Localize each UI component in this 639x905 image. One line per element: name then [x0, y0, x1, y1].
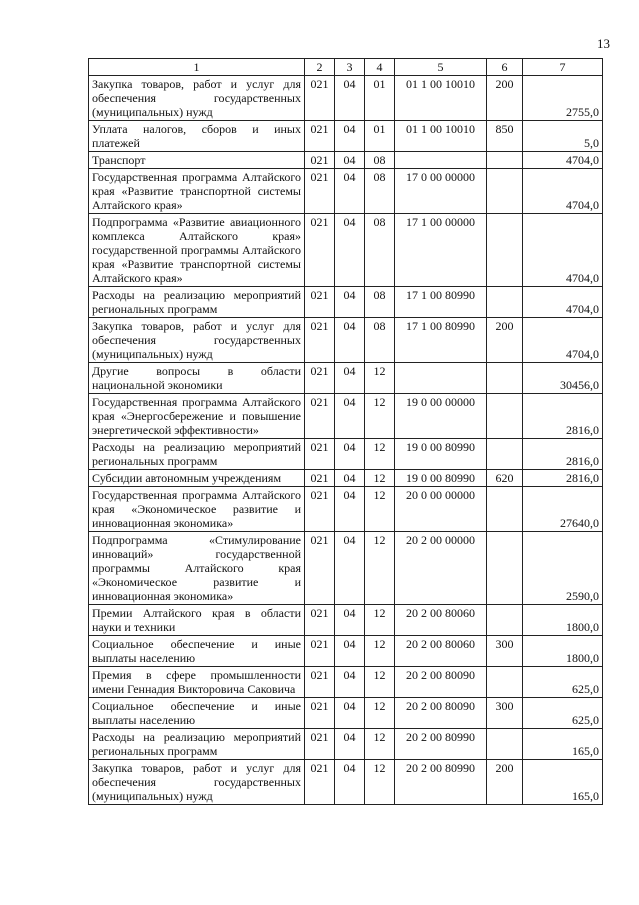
row-name: Премии Алтайского края в области науки и техники: [89, 605, 305, 636]
row-target-article: [395, 152, 487, 169]
row-name: Расходы на реализацию мероприятий региональных программ: [89, 287, 305, 318]
row-subsection-code: 12: [365, 729, 395, 760]
row-ministry-code: 021: [305, 76, 335, 121]
row-expense-type: 200: [487, 760, 523, 805]
table-row: [89, 470, 603, 487]
row-target-article: 20 2 00 80060: [395, 605, 487, 636]
row-target-article: 20 2 00 80090: [395, 698, 487, 729]
row-subsection-code: 08: [365, 214, 395, 287]
row-section-code: 04: [335, 363, 365, 394]
table-row: [89, 152, 603, 169]
row-amount: 4704,0: [523, 169, 603, 214]
row-target-article: 20 2 00 00000: [395, 532, 487, 605]
row-target-article: 20 2 00 80990: [395, 729, 487, 760]
row-target-article: 01 1 00 10010: [395, 76, 487, 121]
column-header-3: 3: [335, 59, 365, 76]
row-ministry-code: 021: [305, 152, 335, 169]
row-subsection-code: 12: [365, 532, 395, 605]
row-subsection-code: 12: [365, 487, 395, 532]
row-amount: 165,0: [523, 729, 603, 760]
row-ministry-code: 021: [305, 169, 335, 214]
row-ministry-code: 021: [305, 605, 335, 636]
row-expense-type: 850: [487, 121, 523, 152]
row-target-article: 20 0 00 00000: [395, 487, 487, 532]
row-section-code: 04: [335, 439, 365, 470]
row-amount: 625,0: [523, 698, 603, 729]
row-name: Социальное обеспечение и иные выплаты населению: [89, 636, 305, 667]
row-ministry-code: 021: [305, 470, 335, 487]
row-ministry-code: 021: [305, 487, 335, 532]
row-ministry-code: 021: [305, 121, 335, 152]
row-name: Государственная программа Алтайского края «Экономическое развитие и инновационная экономика»: [89, 487, 305, 532]
row-ministry-code: 021: [305, 532, 335, 605]
row-expense-type: 300: [487, 636, 523, 667]
budget-table: [88, 58, 603, 805]
row-amount: 4704,0: [523, 152, 603, 169]
row-name: Субсидии автономным учреждениям: [89, 470, 305, 487]
row-section-code: 04: [335, 729, 365, 760]
row-expense-type: [487, 487, 523, 532]
row-name: Государственная программа Алтайского края «Развитие транспортной системы Алтайского края»: [89, 169, 305, 214]
row-section-code: 04: [335, 169, 365, 214]
column-header-2: 2: [305, 59, 335, 76]
row-amount: 625,0: [523, 667, 603, 698]
row-amount: 30456,0: [523, 363, 603, 394]
row-expense-type: [487, 363, 523, 394]
table-row: [89, 729, 603, 760]
row-amount: 27640,0: [523, 487, 603, 532]
table-row: [89, 667, 603, 698]
row-section-code: 04: [335, 636, 365, 667]
row-amount: 2816,0: [523, 394, 603, 439]
row-expense-type: [487, 169, 523, 214]
row-expense-type: 620: [487, 470, 523, 487]
row-expense-type: [487, 532, 523, 605]
table-row: [89, 121, 603, 152]
row-name: Подпрограмма «Развитие авиационного комплекса Алтайского края» государственной программы Алтайского края «Развитие транспортной системы Алтайского края»: [89, 214, 305, 287]
table-row: [89, 532, 603, 605]
row-name: Расходы на реализацию мероприятий региональных программ: [89, 729, 305, 760]
row-target-article: 17 1 00 00000: [395, 214, 487, 287]
row-amount: 2755,0: [523, 76, 603, 121]
row-section-code: 04: [335, 487, 365, 532]
row-subsection-code: 08: [365, 287, 395, 318]
row-ministry-code: 021: [305, 318, 335, 363]
row-subsection-code: 12: [365, 394, 395, 439]
row-subsection-code: 12: [365, 636, 395, 667]
row-section-code: 04: [335, 121, 365, 152]
row-name: Социальное обеспечение и иные выплаты населению: [89, 698, 305, 729]
row-amount: 4704,0: [523, 287, 603, 318]
row-expense-type: 300: [487, 698, 523, 729]
column-header-4: 4: [365, 59, 395, 76]
column-header-1: 1: [89, 59, 305, 76]
row-section-code: 04: [335, 698, 365, 729]
table-row: [89, 636, 603, 667]
row-section-code: 04: [335, 152, 365, 169]
row-subsection-code: 12: [365, 760, 395, 805]
row-amount: 2816,0: [523, 439, 603, 470]
row-target-article: 19 0 00 80990: [395, 439, 487, 470]
row-subsection-code: 12: [365, 470, 395, 487]
table-row: [89, 214, 603, 287]
table-row: [89, 394, 603, 439]
table-header: [89, 59, 603, 76]
row-subsection-code: 08: [365, 318, 395, 363]
row-ministry-code: 021: [305, 214, 335, 287]
row-expense-type: [487, 439, 523, 470]
table-row: [89, 760, 603, 805]
header-row: [89, 59, 603, 76]
row-ministry-code: 021: [305, 439, 335, 470]
row-ministry-code: 021: [305, 363, 335, 394]
row-ministry-code: 021: [305, 698, 335, 729]
row-amount: 1800,0: [523, 605, 603, 636]
row-subsection-code: 12: [365, 667, 395, 698]
row-target-article: 17 0 00 00000: [395, 169, 487, 214]
row-section-code: 04: [335, 394, 365, 439]
row-amount: 5,0: [523, 121, 603, 152]
row-name: Уплата налогов, сборов и иных платежей: [89, 121, 305, 152]
row-subsection-code: 12: [365, 605, 395, 636]
row-target-article: 01 1 00 10010: [395, 121, 487, 152]
row-amount: 4704,0: [523, 318, 603, 363]
row-section-code: 04: [335, 667, 365, 698]
row-target-article: 20 2 00 80990: [395, 760, 487, 805]
row-amount: 2816,0: [523, 470, 603, 487]
row-target-article: [395, 363, 487, 394]
row-section-code: 04: [335, 287, 365, 318]
row-ministry-code: 021: [305, 636, 335, 667]
row-name: Закупка товаров, работ и услуг для обеспечения государственных (муниципальных) нужд: [89, 76, 305, 121]
row-expense-type: [487, 605, 523, 636]
row-ministry-code: 021: [305, 729, 335, 760]
row-section-code: 04: [335, 76, 365, 121]
row-section-code: 04: [335, 214, 365, 287]
table-row: [89, 698, 603, 729]
row-expense-type: 200: [487, 318, 523, 363]
row-name: Расходы на реализацию мероприятий региональных программ: [89, 439, 305, 470]
table-row: [89, 487, 603, 532]
row-subsection-code: 08: [365, 169, 395, 214]
row-section-code: 04: [335, 532, 365, 605]
row-subsection-code: 01: [365, 76, 395, 121]
row-section-code: 04: [335, 470, 365, 487]
row-expense-type: [487, 287, 523, 318]
row-expense-type: [487, 394, 523, 439]
row-section-code: 04: [335, 318, 365, 363]
row-subsection-code: 12: [365, 439, 395, 470]
row-target-article: 20 2 00 80060: [395, 636, 487, 667]
page-number: 13: [597, 36, 610, 51]
table-row: [89, 287, 603, 318]
row-expense-type: [487, 729, 523, 760]
table-row: [89, 439, 603, 470]
row-target-article: 17 1 00 80990: [395, 287, 487, 318]
table-row: [89, 169, 603, 214]
table-row: [89, 318, 603, 363]
row-subsection-code: 01: [365, 121, 395, 152]
row-amount: 2590,0: [523, 532, 603, 605]
row-amount: 165,0: [523, 760, 603, 805]
table-body: [89, 76, 603, 805]
row-amount: 4704,0: [523, 214, 603, 287]
table-row: [89, 76, 603, 121]
row-expense-type: 200: [487, 76, 523, 121]
row-ministry-code: 021: [305, 760, 335, 805]
row-expense-type: [487, 214, 523, 287]
row-amount: 1800,0: [523, 636, 603, 667]
column-header-5: 5: [395, 59, 487, 76]
row-ministry-code: 021: [305, 667, 335, 698]
row-name: Транспорт: [89, 152, 305, 169]
table-row: [89, 605, 603, 636]
row-name: Закупка товаров, работ и услуг для обеспечения государственных (муниципальных) нужд: [89, 318, 305, 363]
row-section-code: 04: [335, 760, 365, 805]
row-target-article: 19 0 00 80990: [395, 470, 487, 487]
row-name: Премия в сфере промышленности имени Геннадия Викторовича Саковича: [89, 667, 305, 698]
row-name: Государственная программа Алтайского края «Энергосбережение и повышение энергетической эффективности»: [89, 394, 305, 439]
row-name: Подпрограмма «Стимулирование инноваций» государственной программы Алтайского края «Экономическое развитие и инновационная экономика»: [89, 532, 305, 605]
table-row: [89, 363, 603, 394]
row-ministry-code: 021: [305, 394, 335, 439]
row-expense-type: [487, 152, 523, 169]
row-expense-type: [487, 667, 523, 698]
column-header-6: 6: [487, 59, 523, 76]
row-ministry-code: 021: [305, 287, 335, 318]
row-subsection-code: 08: [365, 152, 395, 169]
row-target-article: 20 2 00 80090: [395, 667, 487, 698]
row-subsection-code: 12: [365, 363, 395, 394]
row-target-article: 19 0 00 00000: [395, 394, 487, 439]
row-section-code: 04: [335, 605, 365, 636]
row-subsection-code: 12: [365, 698, 395, 729]
row-target-article: 17 1 00 80990: [395, 318, 487, 363]
row-name: Закупка товаров, работ и услуг для обеспечения государственных (муниципальных) нужд: [89, 760, 305, 805]
column-header-7: 7: [523, 59, 603, 76]
row-name: Другие вопросы в области национальной экономики: [89, 363, 305, 394]
